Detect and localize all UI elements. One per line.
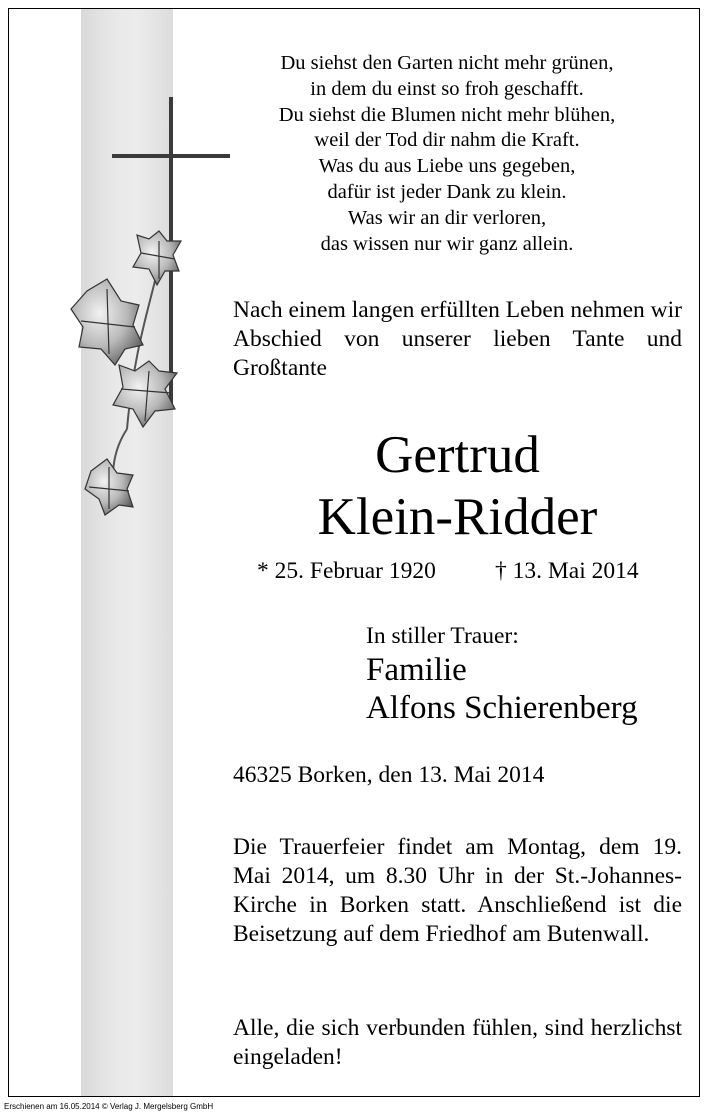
poem-line: das wissen nur wir ganz allein.: [320, 232, 574, 255]
birth-date: * 25. Februar 1920: [257, 558, 436, 584]
poem-line: Du siehst die Blumen nicht mehr blühen,: [278, 103, 616, 126]
poem-line: weil der Tod dir nahm die Kraft.: [314, 129, 580, 152]
poem-line: Du siehst den Garten nicht mehr grünen,: [280, 52, 614, 74]
poem-line: Was du aus Liebe uns gegeben,: [318, 155, 576, 178]
intro-text: Nach einem langen erfüllten Leben nehmen wir Abschied von unserer lieben Tante und Großtante: [233, 297, 682, 381]
deceased-last-name: Klein-Ridder: [317, 488, 598, 546]
poem: [209, 51, 685, 257]
poem-line: in dem du einst so froh geschafft.: [310, 77, 584, 100]
mourners-label: In stiller Trauer:: [366, 623, 519, 649]
publication-footer: Erschienen am 16.05.2014 © Verlag J. Mergelsberg GmbH: [4, 1102, 214, 1111]
service-details: Die Trauerfeier findet am Montag, dem 19. Mai 2014, um 8.30 Uhr in der St.-Johannes-Kirche in Borken statt. Anschließend ist die Beisetzung auf dem Friedhof am Butenwall.: [233, 834, 682, 947]
mourners-line: Familie: [366, 652, 467, 688]
poem-line: Was wir an dir verloren,: [347, 206, 547, 229]
place-and-date: 46325 Borken, den 13. Mai 2014: [233, 762, 545, 788]
obituary-notice: [8, 8, 700, 1097]
ivy-leaves-icon: [71, 231, 181, 515]
deceased-first-name: Gertrud: [375, 426, 540, 484]
mourners-line: Alfons Schierenberg: [366, 690, 638, 726]
poem-line: dafür ist jeder Dank zu klein.: [327, 180, 567, 203]
death-date: † 13. Mai 2014: [495, 558, 639, 584]
invitation-text: Alle, die sich verbunden fühlen, sind herzlichst eingeladen!: [233, 1015, 682, 1070]
